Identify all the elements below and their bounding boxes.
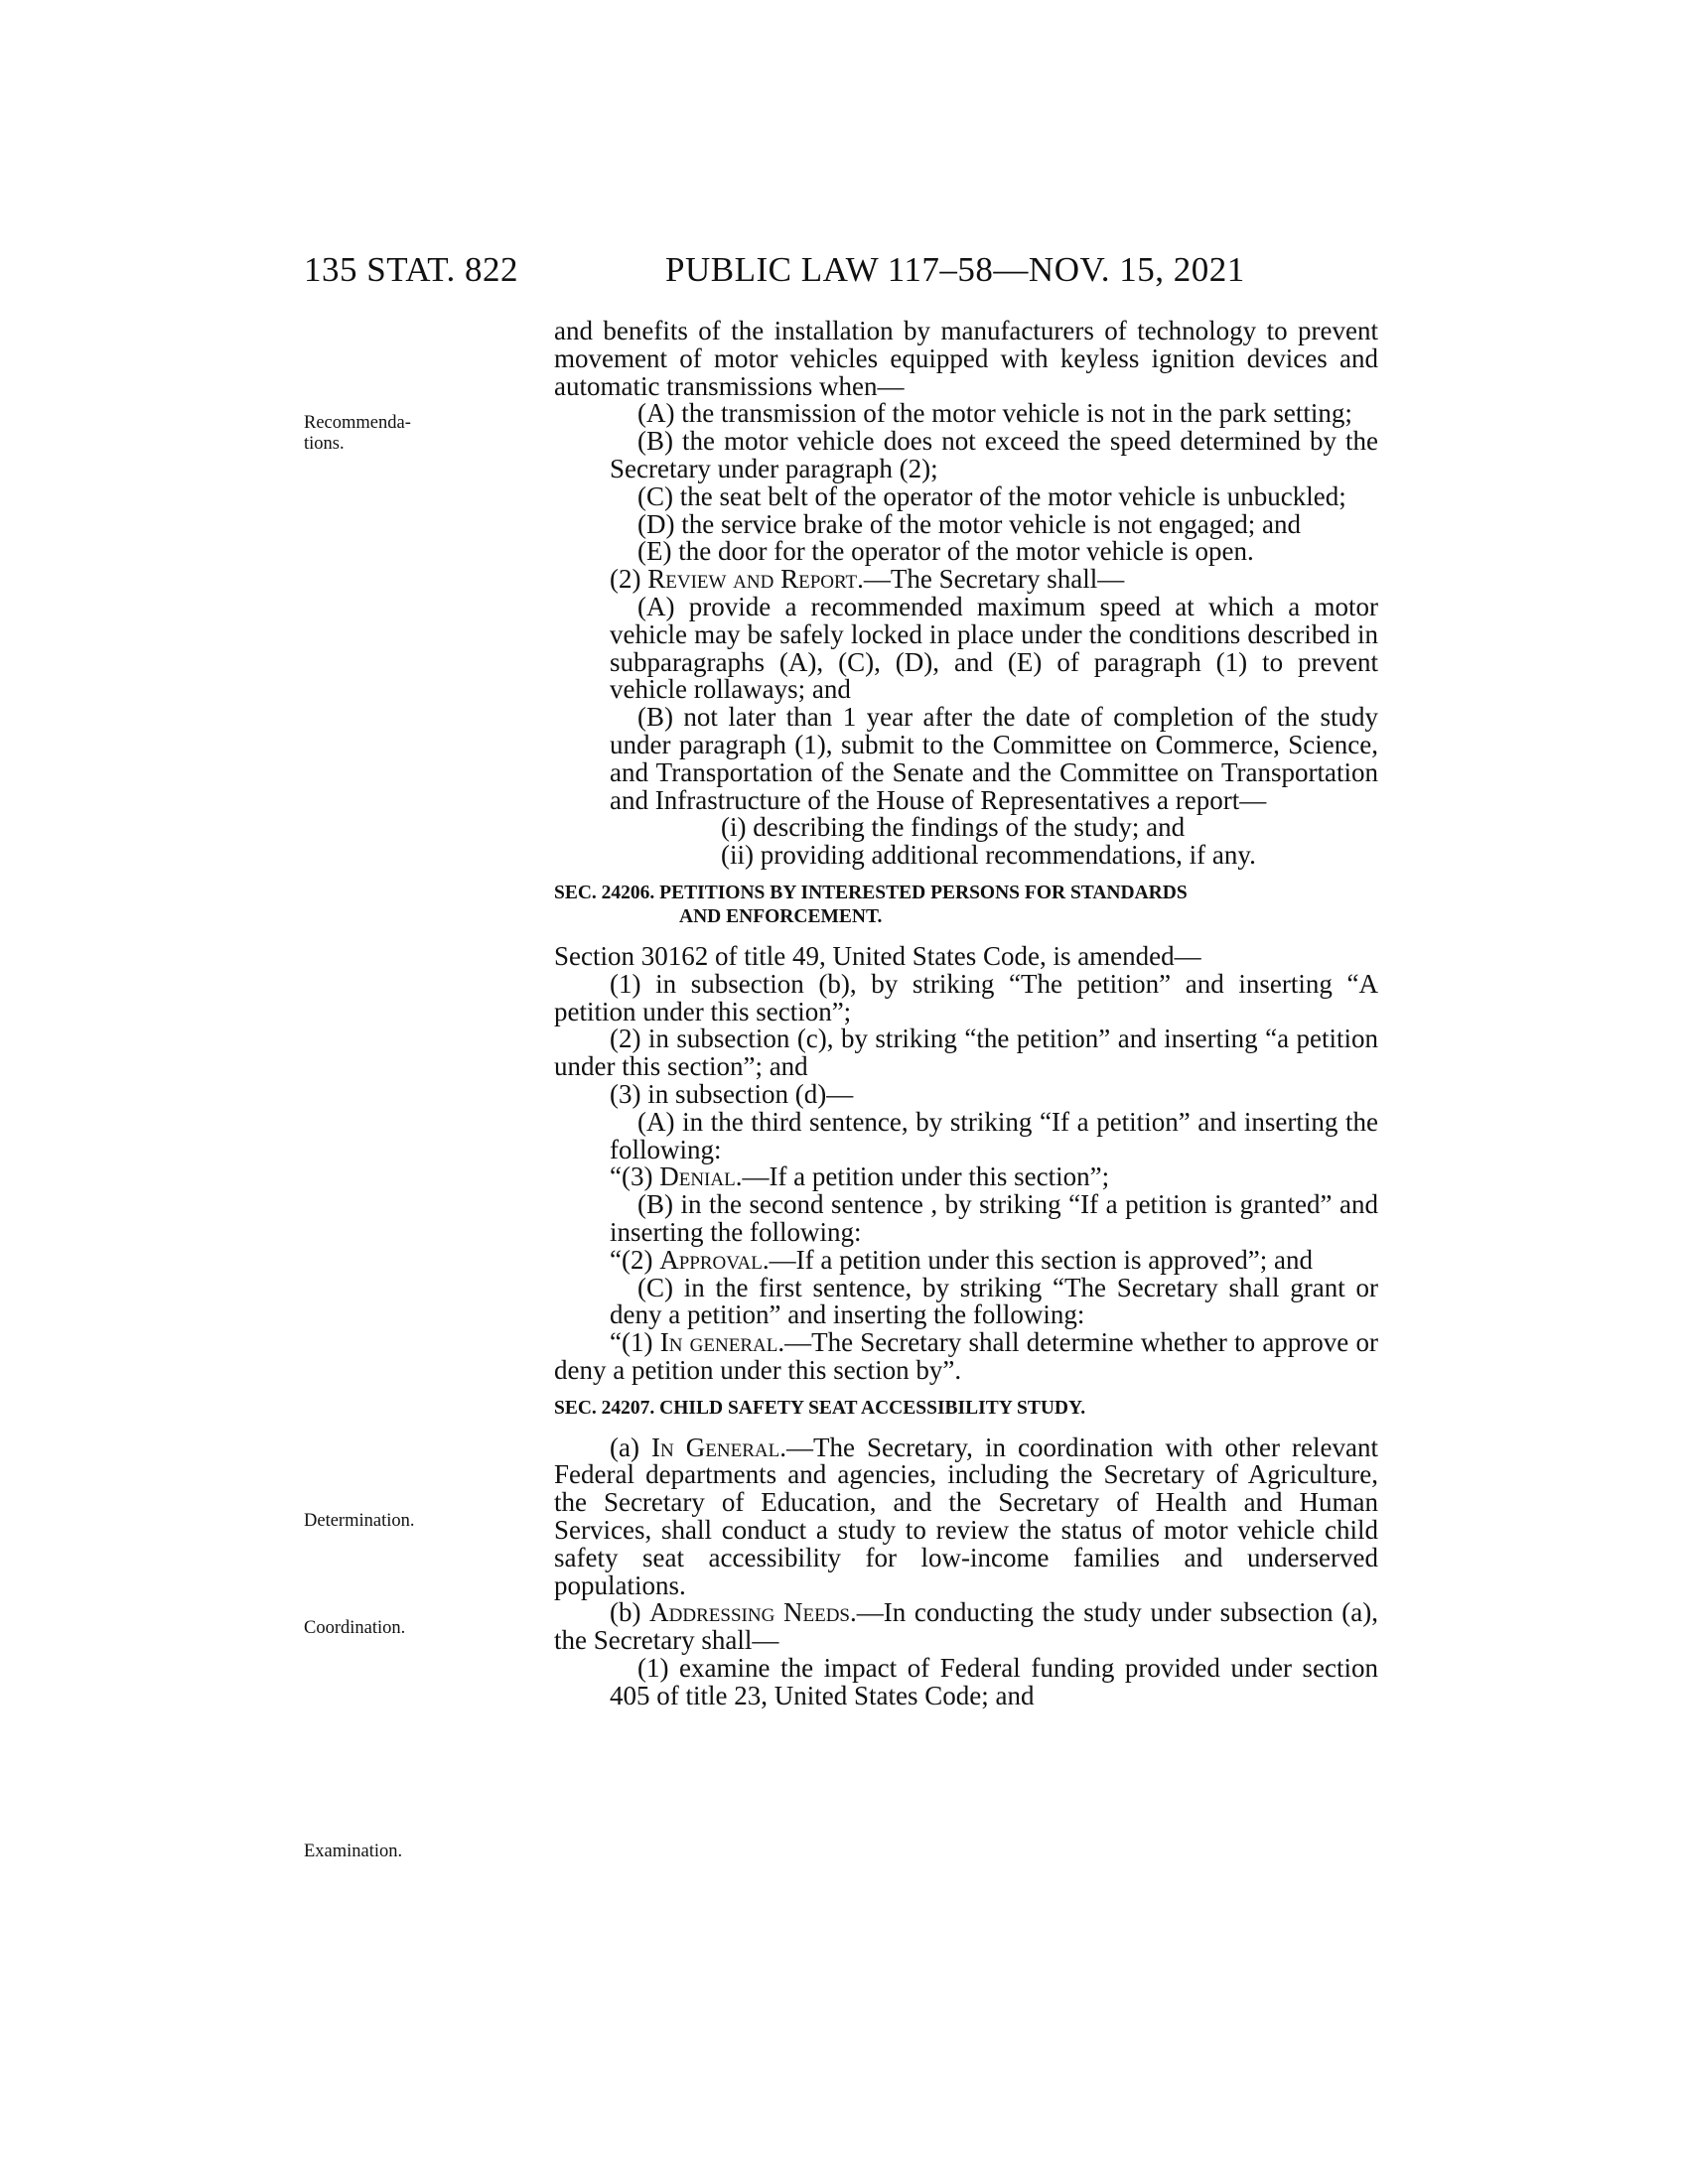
quote-number: “(3) <box>610 1161 660 1192</box>
paragraph-section-intro: Section 30162 of title 49, United States Code, is amended— <box>554 940 1201 971</box>
list-item: (A) the transmission of the motor vehicle is not in the park setting; <box>637 398 1352 429</box>
quoted-text <box>554 1244 1378 1275</box>
quote-heading: Approval <box>659 1244 763 1275</box>
quote-number: “(1) <box>610 1327 660 1358</box>
margin-note-coordination: Coordination. <box>304 1618 406 1638</box>
subsection-heading: In General <box>651 1432 780 1462</box>
paragraph-intro: and benefits of the installation by manufacturers of technology to prevent movement of motor vehicles equipped with keyless ignition devices and automatic transmissions when— <box>554 316 1378 401</box>
list-item: (3) in subsection (d)— <box>610 1078 854 1109</box>
spacer <box>554 1385 1378 1397</box>
quote-heading: In general <box>659 1327 778 1358</box>
list-item: (D) the service brake of the motor vehicle is not engaged; and <box>637 508 1301 539</box>
quote-number: “(2) <box>610 1244 660 1275</box>
list-item: (A) in the third sentence, by striking “If a petition” and inserting the following: <box>610 1106 1378 1164</box>
list-item: (A) provide a recommended maximum speed at which a motor vehicle may be safely locked in place under the conditions described in subparagraphs (A), (C), (D), and (E) of paragraph (1) to prevent vehicle rollaways; and <box>610 591 1378 705</box>
heading-line: SEC. 24206. PETITIONS BY INTERESTED PERSONS FOR STANDARDS <box>554 882 1188 903</box>
list-item: (B) in the second sentence , by striking “If a petition is granted” and inserting the following: <box>610 1189 1378 1247</box>
subsection-number: (b) <box>610 1597 650 1628</box>
list-item: (2) in subsection (c), by striking “the petition” and inserting “a petition under this section”; and <box>554 1024 1378 1082</box>
quote-text: .—If a petition under this section is approved”; and <box>762 1244 1313 1275</box>
section-heading-24206 <box>554 882 1378 929</box>
list-item: (B) the motor vehicle does not exceed the speed determined by the Secretary under paragraph (2); <box>610 426 1378 483</box>
list-item: (ii) providing additional recommendations, if any. <box>721 840 1256 871</box>
quote-text: .—If a petition under this section”; <box>735 1161 1110 1192</box>
list-item: (E) the door for the operator of the motor vehicle is open. <box>637 536 1254 567</box>
body-text <box>554 318 1378 1710</box>
paragraph-number: (2) <box>610 564 641 595</box>
list-item: (C) the seat belt of the operator of the motor vehicle is unbuckled; <box>637 480 1346 511</box>
subsection-heading: Addressing Needs <box>649 1597 850 1628</box>
paragraph-heading: Review and Report <box>647 564 858 595</box>
list-item: (B) not later than 1 year after the date of completion of the study under paragraph (1), submit to the Committee on Commerce, Science, and Transportation of the Senate and the Committee on Transportation and Infrastructure of the House of Representatives a report— <box>610 702 1378 815</box>
subsection-a <box>554 1434 1378 1600</box>
list-item: (1) examine the impact of Federal funding provided under section 405 of title 23, United States Code; and <box>610 1653 1378 1710</box>
paragraph-review-and-report <box>554 566 1378 594</box>
heading-line: AND ENFORCEMENT. <box>679 905 883 927</box>
section-heading-24207: SEC. 24207. CHILD SAFETY SEAT ACCESSIBILITY STUDY. <box>554 1397 1086 1419</box>
margin-note-recommendations <box>304 413 411 455</box>
subsection-text: .—The Secretary, in coordination with other relevant Federal departments and agencies, including the Secretary of Agriculture, the Secretary of Education, and the Secretary of Health and Human Services, shall conduct a study to review the status of motor vehicle child safety seat accessibility for low-income families and underserved populations. <box>554 1432 1378 1600</box>
running-head: PUBLIC LAW 117–58—NOV. 15, 2021 <box>665 250 1245 289</box>
spacer <box>554 870 1378 882</box>
paragraph-text: .—The Secretary shall— <box>857 564 1125 595</box>
quote-heading: Denial <box>659 1161 736 1192</box>
subsection-number: (a) <box>610 1432 652 1462</box>
subsection-text: .—In conducting the study under subsection (a), the Secretary shall— <box>554 1597 1378 1656</box>
margin-note-determination: Determination. <box>304 1511 415 1531</box>
quoted-text <box>554 1329 1378 1385</box>
list-item: (C) in the first sentence, by striking “The Secretary shall grant or deny a petition” and inserting the following: <box>610 1272 1378 1330</box>
margin-note-line: Recommenda- <box>304 413 411 433</box>
page-reference: 135 STAT. 822 <box>304 250 518 289</box>
quote-text: .—The Secretary shall determine whether to approve or deny a petition under this section by”. <box>554 1327 1379 1385</box>
list-item: (i) describing the findings of the study; and <box>721 812 1186 843</box>
list-item: (1) in subsection (b), by striking “The petition” and inserting “A petition under this section”; <box>554 968 1378 1026</box>
margin-note-line: tions. <box>304 434 345 454</box>
margin-note-examination: Examination. <box>304 1842 403 1861</box>
quoted-text <box>554 1163 1378 1191</box>
subsection-b <box>554 1599 1378 1655</box>
